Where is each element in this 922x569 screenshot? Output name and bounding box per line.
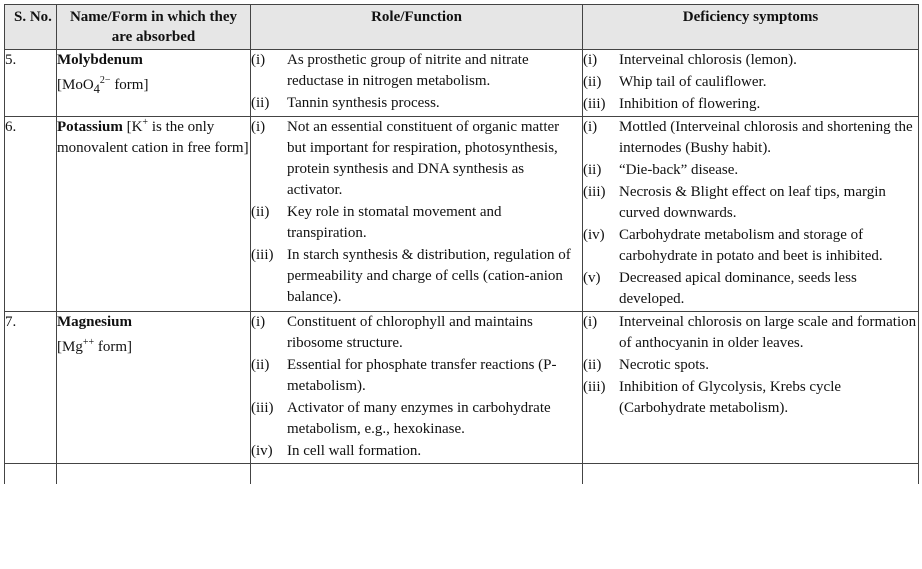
list-item xyxy=(251,355,582,397)
serial-number: 6. xyxy=(5,117,57,312)
list-item xyxy=(583,225,918,267)
item-text: Inhibition of Glycolysis, Krebs cycle (Carbohydrate metabolism). xyxy=(619,379,842,416)
role-function-cell xyxy=(251,117,583,312)
item-number: (iii) xyxy=(583,184,606,200)
list-item xyxy=(583,94,918,115)
serial-number: 7. xyxy=(5,312,57,464)
nutrient-name-cell xyxy=(57,117,251,312)
nutrient-name-cell xyxy=(57,50,251,117)
item-text: “Die-back” disease. xyxy=(619,162,739,178)
serial-number: 5. xyxy=(5,50,57,117)
item-text: Key role in stomatal movement and transpiration. xyxy=(287,204,502,241)
form-prefix: [K xyxy=(126,119,143,135)
item-text: Interveinal chlorosis on large scale and formation of anthocyanin in older leaves. xyxy=(619,314,917,351)
list-item xyxy=(251,117,582,201)
table-row xyxy=(5,117,919,312)
list-item xyxy=(583,160,918,181)
role-function-list xyxy=(251,50,582,114)
form-prefix: [MoO xyxy=(57,77,94,93)
header-role-function: Role/Function xyxy=(251,5,583,50)
item-number: (ii) xyxy=(251,204,270,220)
role-function-cell xyxy=(251,50,583,117)
form-subscript: 4 xyxy=(93,82,100,96)
item-text: Mottled (Interveinal chlorosis and shortening the internodes (Bushy habit). xyxy=(619,119,913,156)
item-number: (ii) xyxy=(583,357,602,373)
deficiency-symptoms-list xyxy=(583,117,918,310)
role-function-cell xyxy=(251,312,583,464)
list-item xyxy=(251,398,582,440)
item-text: Activator of many enzymes in carbohydrate metabolism, e.g., hexokinase. xyxy=(287,400,551,437)
item-text: Necrotic spots. xyxy=(619,357,709,373)
deficiency-symptoms-list xyxy=(583,312,918,419)
form-suffix: form] xyxy=(94,339,133,355)
form-superscript: ++ xyxy=(82,337,95,348)
item-text: Not an essential constituent of organic matter but important for respiration, photosynthesis, protein synthesis and DNA synthesis as activator. xyxy=(287,119,560,198)
nutrient-name-cell xyxy=(57,312,251,464)
form-suffix: form] xyxy=(110,77,149,93)
table-row xyxy=(5,312,919,464)
list-item xyxy=(251,441,582,462)
item-number: (ii) xyxy=(251,95,270,111)
item-number: (ii) xyxy=(583,162,602,178)
table-body xyxy=(5,50,919,485)
nutrient-name: Potassium xyxy=(57,119,123,135)
header-row xyxy=(5,5,919,50)
form-suffix: is the only monovalent cation in free form] xyxy=(57,119,249,156)
item-text: In cell wall formation. xyxy=(287,443,422,459)
item-number: (iii) xyxy=(583,379,606,395)
nutrient-table xyxy=(4,4,919,484)
item-text: Inhibition of flowering. xyxy=(619,96,761,112)
list-item xyxy=(583,355,918,376)
item-text: Interveinal chlorosis (lemon). xyxy=(619,52,797,68)
list-item xyxy=(583,377,918,419)
list-item xyxy=(251,93,582,114)
form-superscript: + xyxy=(142,117,149,128)
deficiency-symptoms-cell xyxy=(583,50,919,117)
role-function-list xyxy=(251,312,582,462)
truncated-cell xyxy=(57,464,251,485)
deficiency-symptoms-cell xyxy=(583,117,919,312)
list-item xyxy=(583,268,918,310)
truncated-cell xyxy=(5,464,57,485)
absorbed-form xyxy=(57,75,250,100)
list-item xyxy=(251,50,582,92)
item-number: (iii) xyxy=(583,96,606,112)
item-text: Whip tail of cauliflower. xyxy=(619,74,767,90)
list-item xyxy=(583,312,918,354)
item-text: As prosthetic group of nitrite and nitrate reductase in nitrogen metabolism. xyxy=(287,52,529,89)
item-number: (iii) xyxy=(251,400,274,416)
form-superscript: 2− xyxy=(99,75,111,86)
deficiency-symptoms-list xyxy=(583,50,918,115)
item-text: Necrosis & Blight effect on leaf tips, margin curved downwards. xyxy=(619,184,886,221)
list-item xyxy=(251,245,582,308)
truncated-cell xyxy=(251,464,583,485)
item-text: Tannin synthesis process. xyxy=(287,95,440,111)
item-number: (v) xyxy=(583,270,601,286)
item-text: Constituent of chlorophyll and maintains ribosome structure. xyxy=(287,314,533,351)
item-text: In starch synthesis & distribution, regulation of permeability and charge of cells (cation-anion balance). xyxy=(287,247,571,305)
truncated-cell xyxy=(583,464,919,485)
role-function-list xyxy=(251,117,582,308)
list-item xyxy=(583,72,918,93)
header-deficiency: Deficiency symptoms xyxy=(583,5,919,50)
item-number: (ii) xyxy=(583,74,602,90)
absorbed-form xyxy=(57,337,250,358)
item-text: Carbohydrate metabolism and storage of carbohydrate in potato and beet is inhibited. xyxy=(619,227,883,264)
header-name-form: Name/Form in which they are absorbed xyxy=(57,5,251,50)
deficiency-symptoms-cell xyxy=(583,312,919,464)
header-sno: S. No. xyxy=(5,5,57,50)
item-text: Essential for phosphate transfer reactions (P-metabolism). xyxy=(287,357,557,394)
item-number: (i) xyxy=(583,52,598,68)
item-number: (iv) xyxy=(583,227,605,243)
item-number: (iv) xyxy=(251,443,273,459)
table-row xyxy=(5,50,919,117)
item-number: (i) xyxy=(251,119,266,135)
list-item xyxy=(583,182,918,224)
item-number: (ii) xyxy=(251,357,270,373)
truncated-row xyxy=(5,464,919,485)
list-item xyxy=(583,117,918,159)
item-number: (iii) xyxy=(251,247,274,263)
list-item xyxy=(251,202,582,244)
item-number: (i) xyxy=(583,314,598,330)
nutrient-name: Magnesium xyxy=(57,314,132,330)
item-number: (i) xyxy=(251,52,266,68)
item-number: (i) xyxy=(583,119,598,135)
form-prefix: [Mg xyxy=(57,339,83,355)
list-item xyxy=(251,312,582,354)
item-number: (i) xyxy=(251,314,266,330)
nutrient-name: Molybdenum xyxy=(57,52,143,68)
list-item xyxy=(583,50,918,71)
item-text: Decreased apical dominance, seeds less developed. xyxy=(619,270,857,307)
